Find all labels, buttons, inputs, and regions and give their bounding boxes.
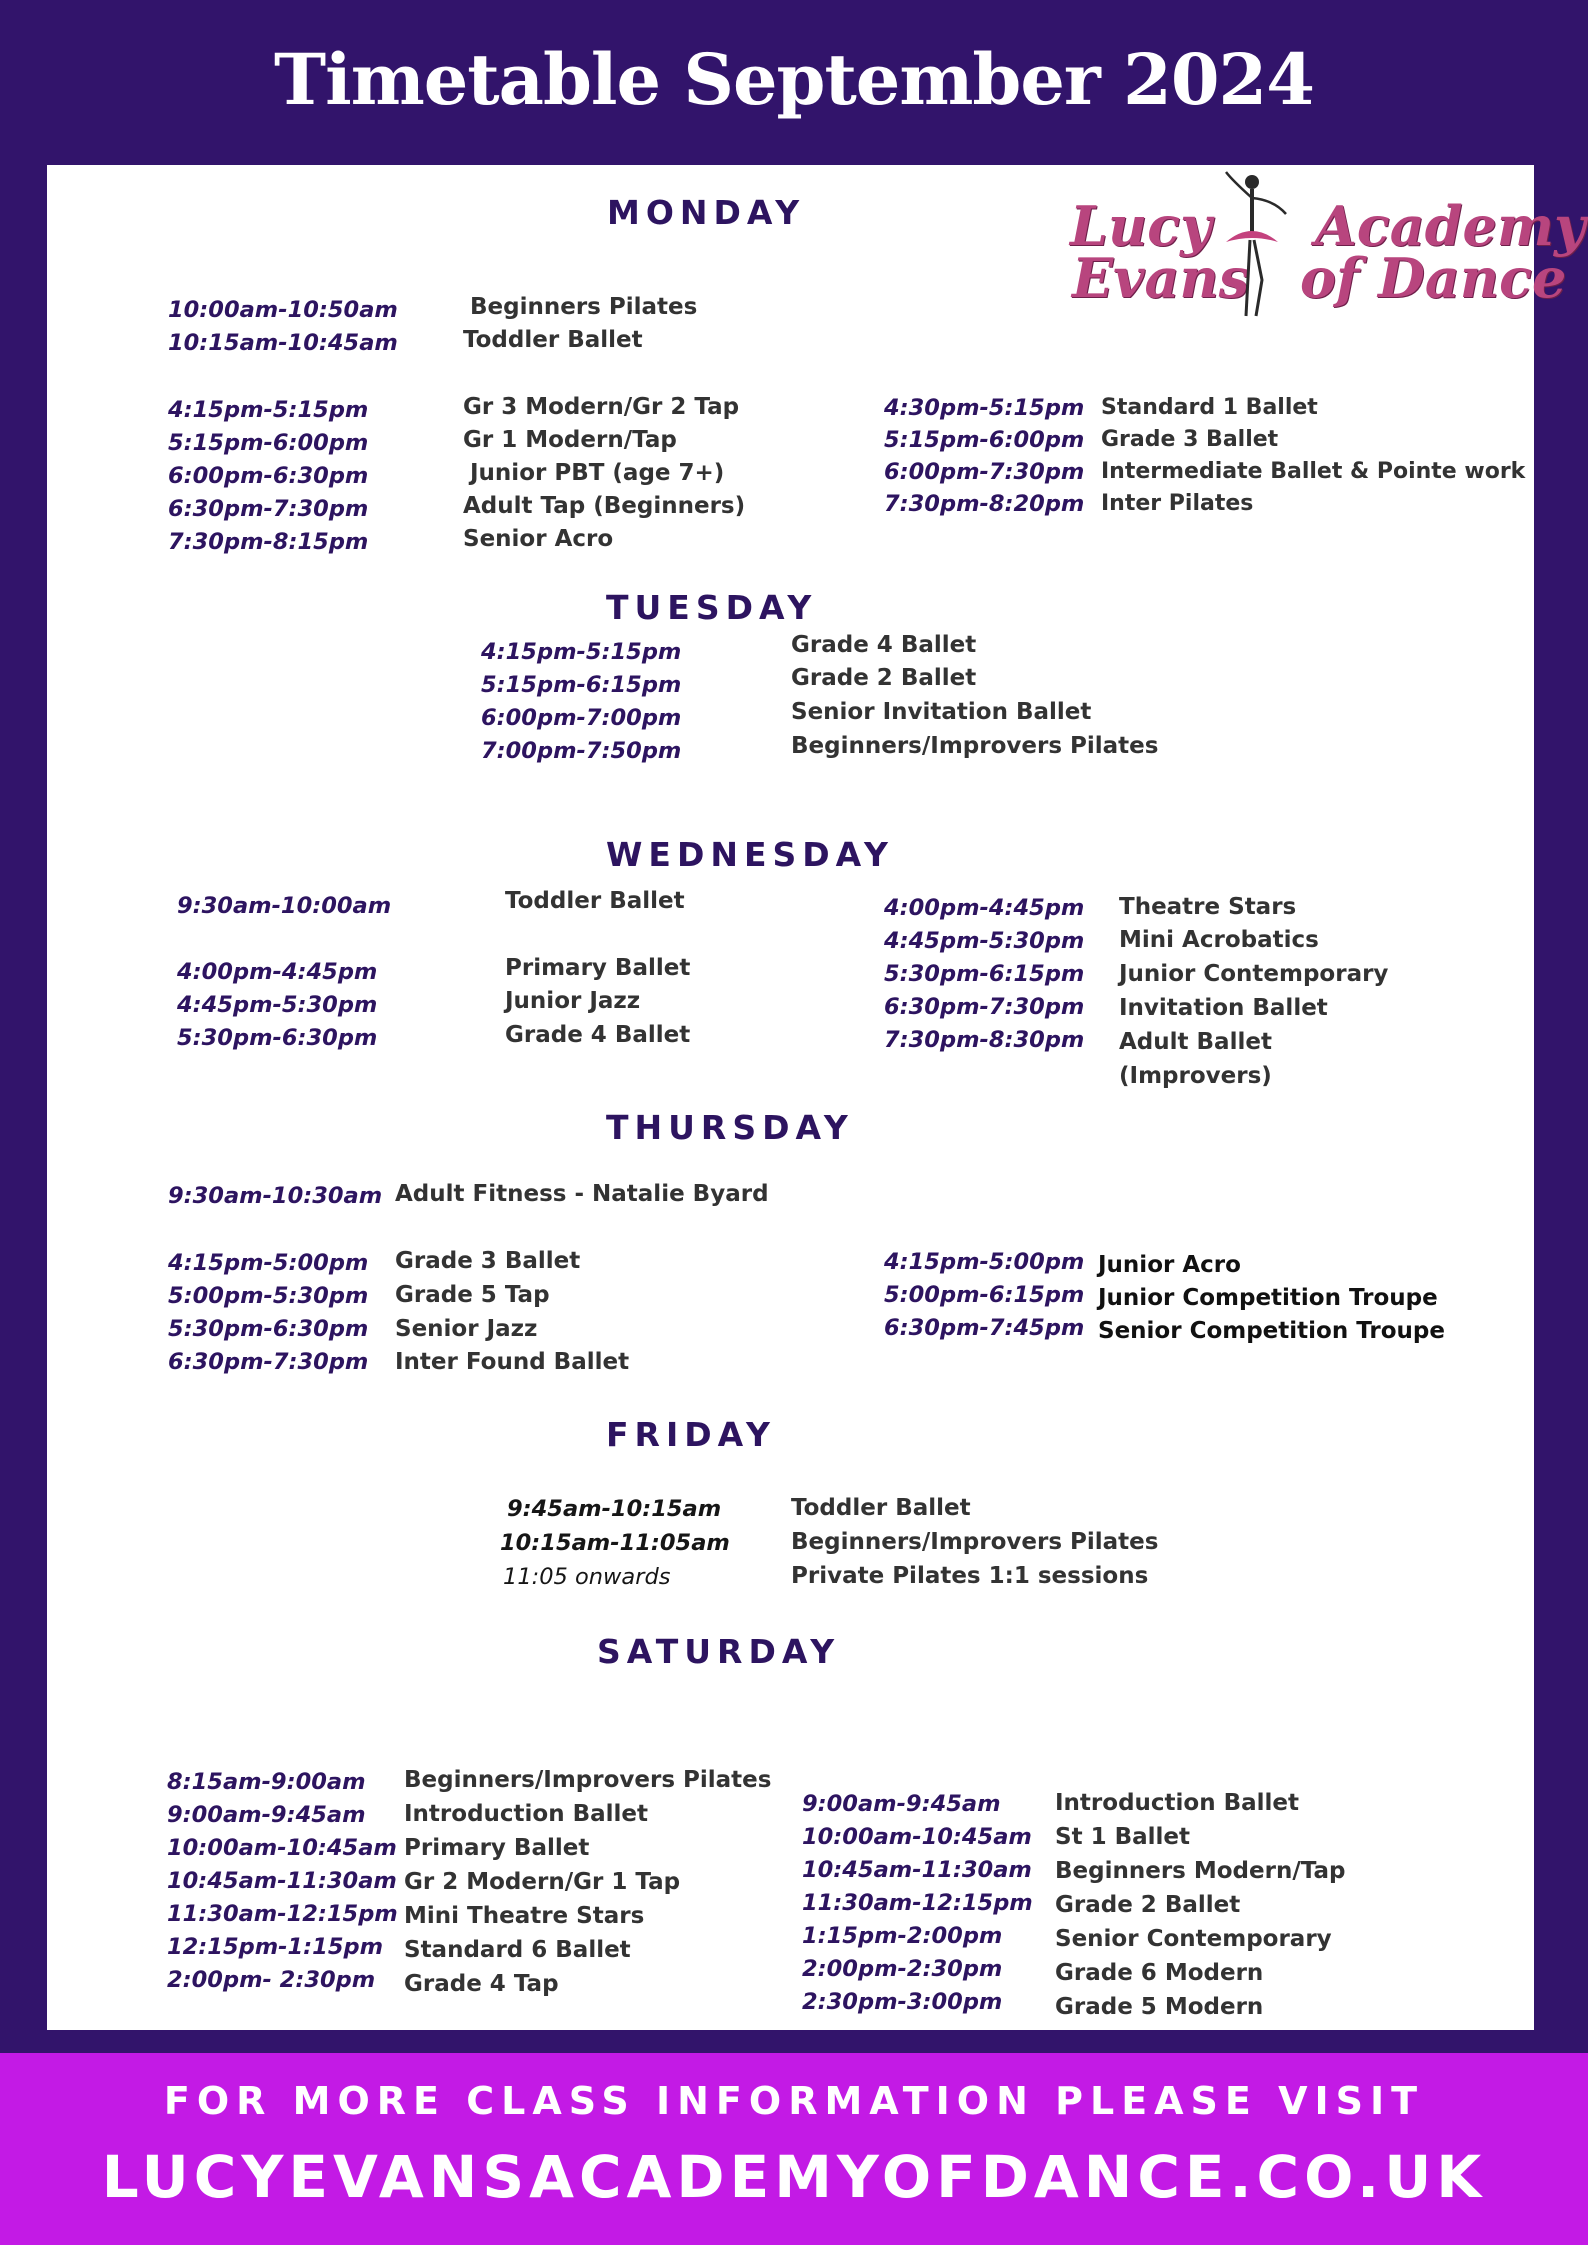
class-name: Junior PBT (age 7+) bbox=[470, 460, 725, 486]
time-slot: 10:15am-10:45am bbox=[168, 330, 398, 356]
time-slot: 10:00am-10:50am bbox=[168, 297, 398, 323]
class-name: Beginners Modern/Tap bbox=[1055, 1858, 1346, 1884]
time-slot: 4:45pm-5:30pm bbox=[884, 928, 1085, 954]
time-slot: 6:30pm-7:30pm bbox=[884, 994, 1085, 1020]
class-name: Mini Theatre Stars bbox=[404, 1903, 645, 1929]
time-slot: 9:00am-9:45am bbox=[167, 1802, 366, 1828]
class-name: Grade 3 Ballet bbox=[395, 1248, 581, 1274]
class-name: Junior Jazz bbox=[505, 988, 641, 1014]
time-slot: 2:00pm-2:30pm bbox=[802, 1956, 1003, 1982]
time-slot: 6:00pm-7:30pm bbox=[884, 459, 1085, 485]
time-slot: 5:00pm-6:15pm bbox=[884, 1282, 1085, 1308]
time-slot: 9:45am-10:15am bbox=[507, 1496, 722, 1522]
footer-website-link[interactable]: LUCYEVANSACADEMYOFDANCE.CO.UK bbox=[101, 2143, 1487, 2211]
footer-banner bbox=[0, 2053, 1588, 2245]
time-slot: 9:30am-10:00am bbox=[177, 893, 392, 919]
class-name: Gr 2 Modern/Gr 1 Tap bbox=[404, 1869, 681, 1895]
time-slot: 6:30pm-7:30pm bbox=[168, 496, 369, 522]
logo-text-of-dance: of Dance bbox=[1300, 246, 1567, 310]
time-slot: 7:30pm-8:30pm bbox=[884, 1027, 1085, 1053]
class-name: Theatre Stars bbox=[1119, 894, 1297, 920]
ballerina-icon bbox=[1212, 170, 1292, 320]
time-slot: 7:30pm-8:15pm bbox=[168, 529, 369, 555]
time-slot: 6:00pm-7:00pm bbox=[481, 705, 682, 731]
class-name: Primary Ballet bbox=[505, 955, 691, 981]
day-heading-friday: FRIDAY bbox=[606, 1415, 776, 1454]
class-name: Grade 4 Ballet bbox=[505, 1022, 691, 1048]
time-slot: 6:30pm-7:45pm bbox=[884, 1315, 1085, 1341]
time-slot: 8:15am-9:00am bbox=[167, 1769, 366, 1795]
time-slot: 2:30pm-3:00pm bbox=[802, 1989, 1003, 2015]
day-heading-monday: MONDAY bbox=[607, 193, 806, 232]
day-heading-wednesday: WEDNESDAY bbox=[606, 835, 894, 874]
time-slot: 4:15pm-5:15pm bbox=[481, 639, 682, 665]
class-name: Grade 4 Ballet bbox=[791, 632, 977, 658]
class-name: Senior Contemporary bbox=[1055, 1926, 1332, 1952]
class-name: Grade 6 Modern bbox=[1055, 1960, 1264, 1986]
time-slot: 10:00am-10:45am bbox=[802, 1824, 1032, 1850]
time-slot: 4:15pm-5:00pm bbox=[168, 1250, 369, 1276]
time-slot: 10:45am-11:30am bbox=[802, 1857, 1032, 1883]
class-name: Grade 2 Ballet bbox=[791, 665, 977, 691]
class-name: Senior Competition Troupe bbox=[1098, 1318, 1445, 1344]
time-slot: 5:15pm-6:00pm bbox=[884, 427, 1085, 453]
time-slot: 5:30pm-6:15pm bbox=[884, 961, 1085, 987]
class-name: Junior Acro bbox=[1098, 1252, 1241, 1278]
class-name: Introduction Ballet bbox=[404, 1801, 649, 1827]
time-slot: 10:15am-11:05am bbox=[500, 1530, 730, 1556]
class-name: Junior Contemporary bbox=[1119, 961, 1389, 987]
time-slot: 6:00pm-6:30pm bbox=[168, 463, 369, 489]
class-name: Standard 1 Ballet bbox=[1101, 395, 1318, 420]
time-slot: 4:30pm-5:15pm bbox=[884, 395, 1085, 421]
class-name-continued: (Improvers) bbox=[1119, 1063, 1272, 1089]
time-slot: 4:00pm-4:45pm bbox=[177, 959, 378, 985]
time-slot: 9:00am-9:45am bbox=[802, 1791, 1001, 1817]
time-slot: 10:00am-10:45am bbox=[167, 1835, 397, 1861]
class-name: Beginners/Improvers Pilates bbox=[404, 1767, 772, 1793]
class-name: Grade 5 Modern bbox=[1055, 1994, 1264, 2020]
time-slot: 4:15pm-5:15pm bbox=[168, 397, 369, 423]
class-name: Inter Found Ballet bbox=[395, 1349, 630, 1375]
class-name: Senior Acro bbox=[463, 526, 614, 552]
time-slot: 1:15pm-2:00pm bbox=[802, 1923, 1003, 1949]
time-slot: 11:05 onwards bbox=[503, 1564, 671, 1590]
time-slot: 11:30am-12:15pm bbox=[802, 1890, 1033, 1916]
time-slot: 7:30pm-8:20pm bbox=[884, 491, 1085, 517]
time-slot: 4:45pm-5:30pm bbox=[177, 992, 378, 1018]
class-name: Beginners/Improvers Pilates bbox=[791, 733, 1159, 759]
footer-info-text: FOR MORE CLASS INFORMATION PLEASE VISIT bbox=[163, 2079, 1425, 2123]
class-name: Primary Ballet bbox=[404, 1835, 590, 1861]
time-slot: 5:30pm-6:30pm bbox=[168, 1316, 369, 1342]
day-heading-thursday: THURSDAY bbox=[606, 1108, 854, 1147]
class-name: Senior Jazz bbox=[395, 1316, 538, 1342]
class-name: Beginners Pilates bbox=[470, 294, 698, 320]
time-slot: 5:30pm-6:30pm bbox=[177, 1025, 378, 1051]
class-name: Inter Pilates bbox=[1101, 491, 1254, 516]
time-slot: 10:45am-11:30am bbox=[167, 1868, 397, 1894]
time-slot: 5:15pm-6:15pm bbox=[481, 672, 682, 698]
time-slot: 5:00pm-5:30pm bbox=[168, 1283, 369, 1309]
class-name: Grade 2 Ballet bbox=[1055, 1892, 1241, 1918]
class-name: Beginners/Improvers Pilates bbox=[791, 1529, 1159, 1555]
class-name: Adult Fitness - Natalie Byard bbox=[395, 1181, 769, 1207]
class-name: St 1 Ballet bbox=[1055, 1824, 1190, 1850]
class-name: Private Pilates 1:1 sessions bbox=[791, 1563, 1149, 1589]
class-name: Invitation Ballet bbox=[1119, 995, 1328, 1021]
class-name: Adult Tap (Beginners) bbox=[463, 493, 746, 519]
class-name: Introduction Ballet bbox=[1055, 1790, 1300, 1816]
class-name: Standard 6 Ballet bbox=[404, 1937, 631, 1963]
class-name: Grade 3 Ballet bbox=[1101, 427, 1279, 452]
class-name: Toddler Ballet bbox=[791, 1495, 971, 1521]
class-name: Grade 4 Tap bbox=[404, 1971, 559, 1997]
time-slot: 6:30pm-7:30pm bbox=[168, 1349, 369, 1375]
class-name: Toddler Ballet bbox=[463, 327, 643, 353]
class-name: Gr 1 Modern/Tap bbox=[463, 427, 677, 453]
logo-text-evans: Evans bbox=[1072, 246, 1250, 310]
class-name: Mini Acrobatics bbox=[1119, 927, 1319, 953]
class-name: Gr 3 Modern/Gr 2 Tap bbox=[463, 394, 740, 420]
academy-logo bbox=[1060, 170, 1586, 320]
time-slot: 5:15pm-6:00pm bbox=[168, 430, 369, 456]
class-name: Junior Competition Troupe bbox=[1098, 1285, 1438, 1311]
logo-text-academy: Academy bbox=[1315, 194, 1586, 258]
day-heading-tuesday: TUESDAY bbox=[606, 588, 818, 627]
class-name: Grade 5 Tap bbox=[395, 1282, 550, 1308]
class-name: Adult Ballet bbox=[1119, 1029, 1272, 1055]
logo-text-lucy: Lucy bbox=[1070, 194, 1212, 258]
day-heading-saturday: SATURDAY bbox=[597, 1632, 841, 1671]
class-name: Toddler Ballet bbox=[505, 888, 685, 914]
class-name: Senior Invitation Ballet bbox=[791, 699, 1092, 725]
time-slot: 2:00pm- 2:30pm bbox=[167, 1967, 376, 1993]
time-slot: 7:00pm-7:50pm bbox=[481, 738, 682, 764]
time-slot: 9:30am-10:30am bbox=[168, 1183, 383, 1209]
time-slot: 11:30am-12:15pm bbox=[167, 1901, 398, 1927]
time-slot: 4:15pm-5:00pm bbox=[884, 1249, 1085, 1275]
class-name: Intermediate Ballet & Pointe work bbox=[1101, 459, 1526, 484]
time-slot: 4:00pm-4:45pm bbox=[884, 895, 1085, 921]
time-slot: 12:15pm-1:15pm bbox=[167, 1934, 384, 1960]
page-title: Timetable September 2024 bbox=[274, 38, 1314, 121]
